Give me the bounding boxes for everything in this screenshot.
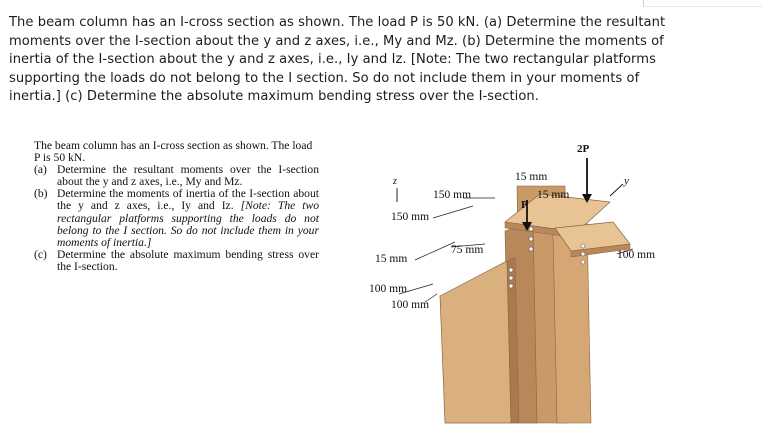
item-label: (b) bbox=[34, 187, 48, 201]
dim-100mm-a: 100 mm bbox=[369, 283, 408, 295]
item-label: (c) bbox=[34, 247, 47, 261]
textbook-item-a bbox=[34, 164, 319, 188]
item-text: Determine the moments of inertia of the I-section about the y and z axes, i.e., Iy and Iz. bbox=[57, 187, 319, 213]
load-2p-arrow bbox=[582, 158, 592, 203]
dim-15mm-left: 15 mm bbox=[375, 253, 408, 265]
dim-100mm-right: 100 mm bbox=[617, 249, 656, 261]
bolt-row-right bbox=[581, 244, 585, 264]
item-text: Determine the resultant moments over the I-section about the y and z axes, i.e., My and Mz. bbox=[57, 163, 319, 189]
column-front-flange bbox=[440, 261, 511, 423]
dim-75mm: 75 mm bbox=[451, 244, 484, 256]
load-p-label: P bbox=[521, 199, 528, 211]
textbook-intro: The beam column has an I-cross section as shown. The load P is 50 kN. bbox=[34, 139, 313, 165]
dim-15mm-top: 15 mm bbox=[515, 171, 548, 183]
item-body bbox=[57, 188, 319, 248]
load-2p-label: 2P bbox=[577, 143, 590, 155]
top-right-toolbar-fragment bbox=[643, 0, 762, 7]
textbook-item-b bbox=[34, 188, 319, 248]
item-note: [Note: The two rectangular platforms supporting the loads do not belong to the I section. So do not include them in your moments of inertia.] bbox=[57, 199, 319, 249]
item-label: (a) bbox=[34, 163, 47, 177]
axis-z-label: z bbox=[393, 176, 397, 187]
textbook-item-c bbox=[34, 249, 319, 273]
dim-150mm-b: 150 mm bbox=[391, 211, 430, 223]
question-text: The beam column has an I-cross section as shown. The load P is 50 kN. (a) Determine the resultant moments over the I-section about the y and z axes, i.e., My and Mz. (b) Determine the moments of inertia of the I-section about the y and z axes, i.e., Iy and Iz. [Note: The two rectangular platforms supporting the loads do not belong to the I section. So do not include them in your moments of inertia.] (c) Determine the absolute maximum bending stress over the I-section. bbox=[9, 15, 666, 105]
dim-150mm-a: 150 mm bbox=[433, 189, 472, 201]
axis-y-line bbox=[610, 184, 623, 196]
textbook-problem-image bbox=[34, 140, 319, 273]
axis-y-label: y bbox=[624, 175, 629, 187]
bolt-row-flange bbox=[509, 268, 513, 288]
beam-column-figure bbox=[355, 136, 675, 426]
bolt-row-web bbox=[529, 227, 533, 251]
dim-15mm-right: 15 mm bbox=[537, 189, 570, 201]
dim-100mm-b: 100 mm bbox=[391, 299, 430, 311]
item-text: Determine the absolute maximum bending stress over the I-section. bbox=[57, 247, 319, 273]
